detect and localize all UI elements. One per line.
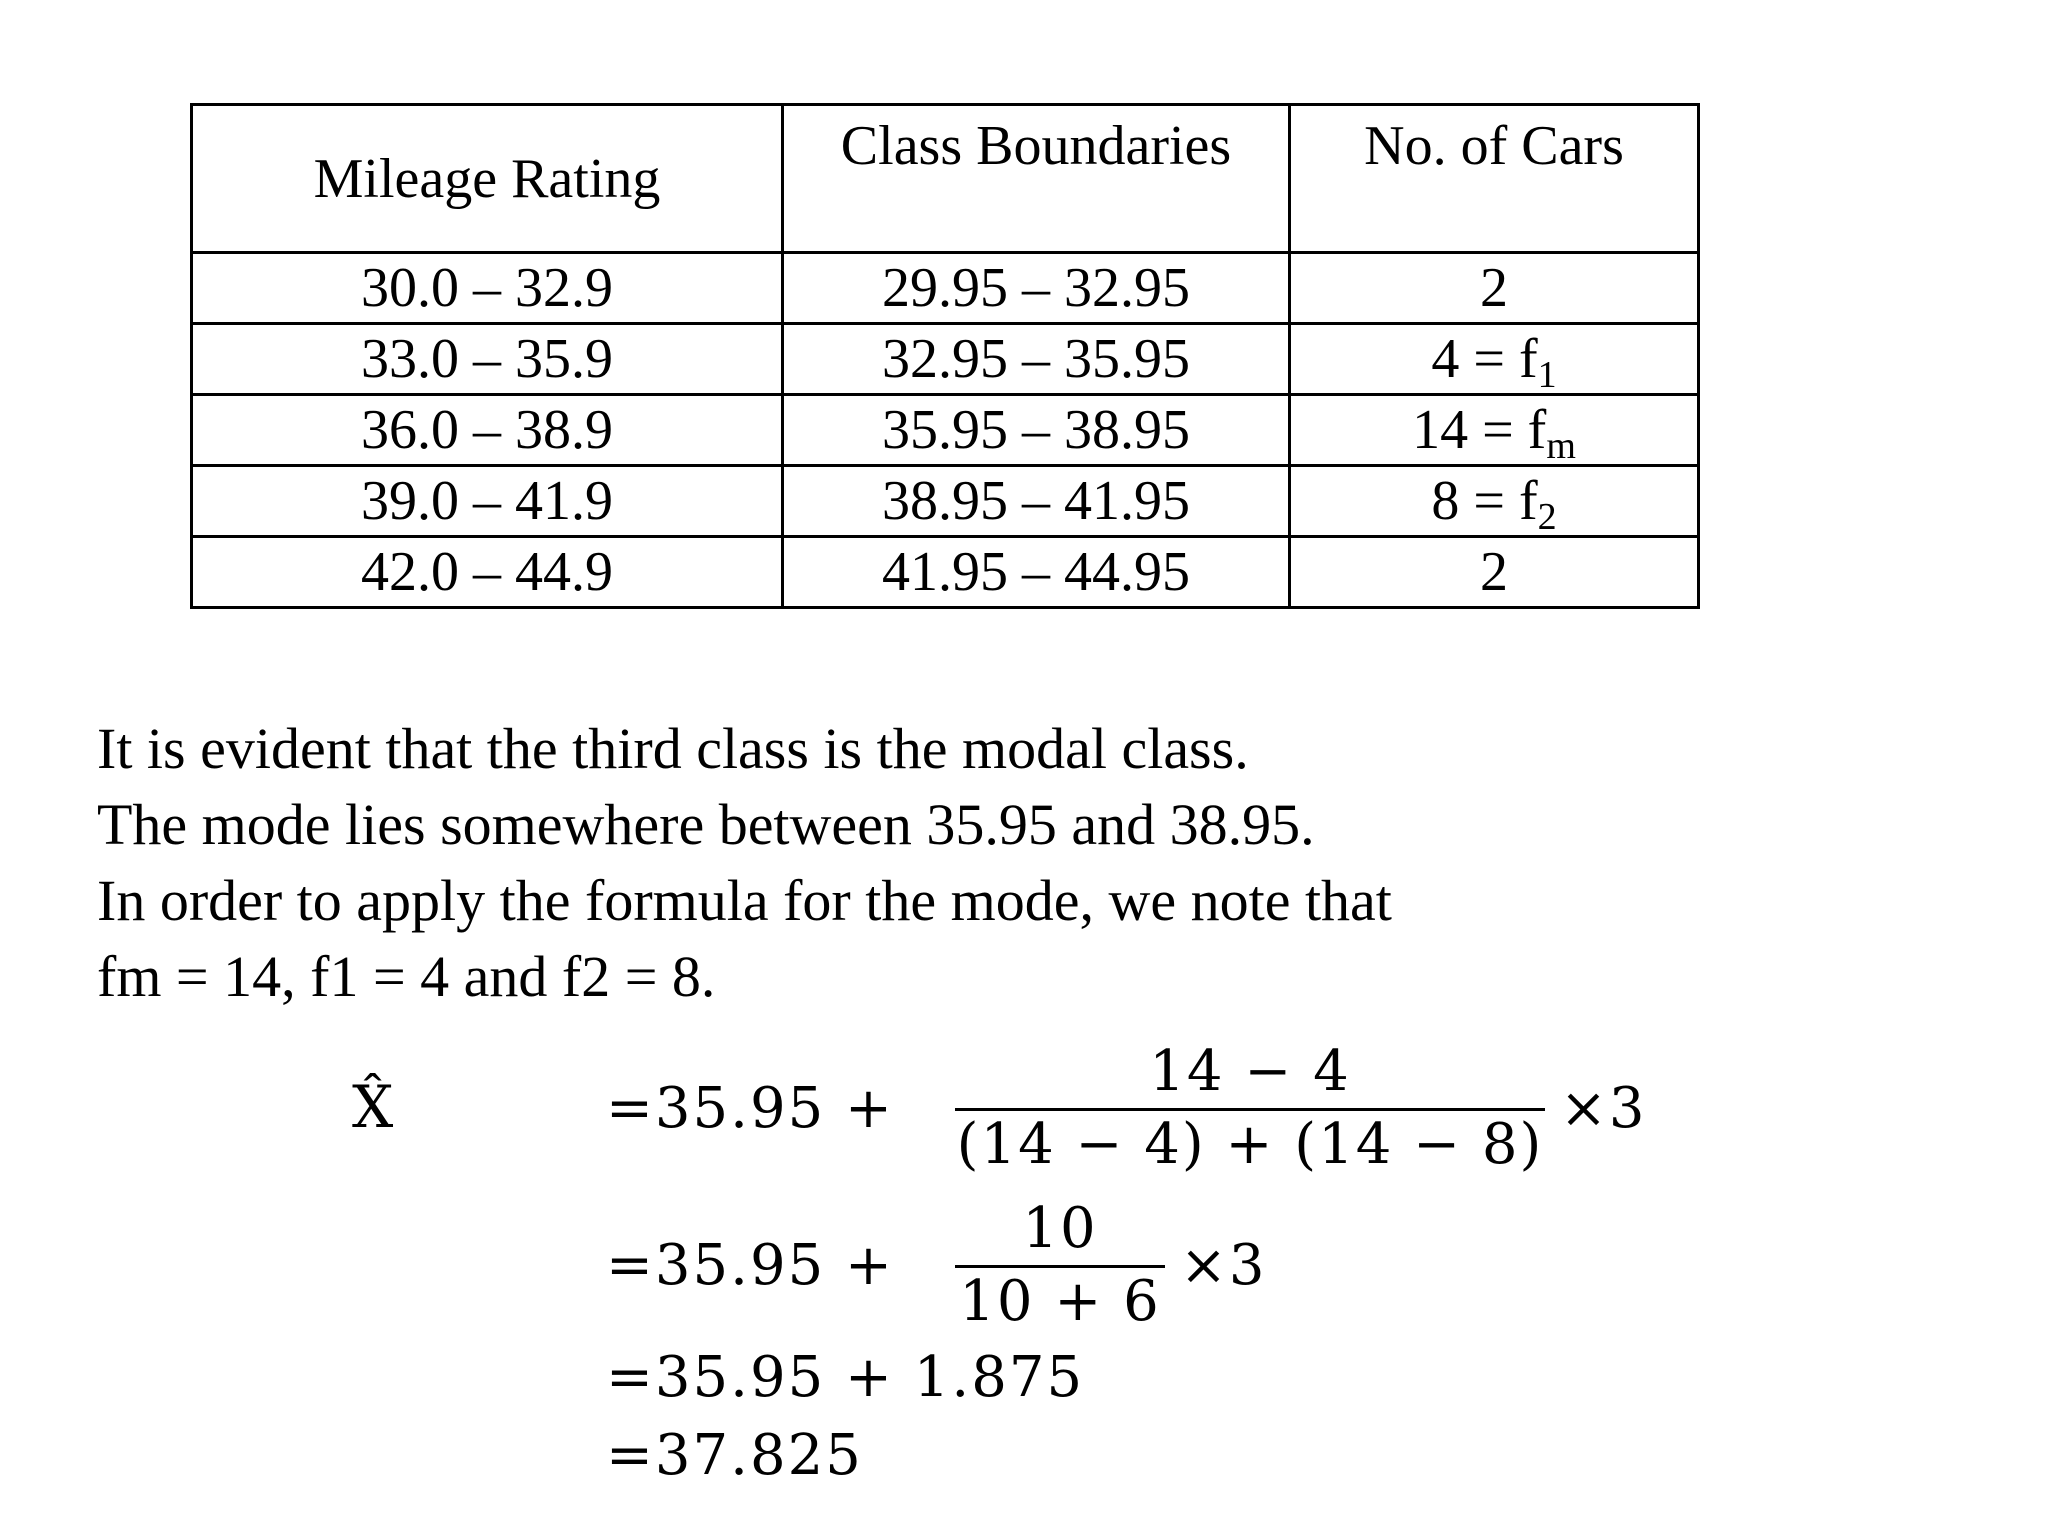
cars-value: 4 = f <box>1431 328 1538 390</box>
fraction-denominator: 10 + 6 <box>959 1269 1161 1334</box>
paragraph-line: It is evident that the third class is the modal class. <box>97 716 1249 781</box>
table-row <box>192 253 1699 324</box>
cars-value: 8 = f <box>1431 470 1538 532</box>
paragraph-line: In order to apply the formula for the mode, we note that <box>97 868 1392 933</box>
table-row <box>192 537 1699 608</box>
cars-subscript: 1 <box>1537 354 1557 396</box>
class-boundaries-cell: 41.95 – 44.95 <box>783 537 1290 608</box>
class-boundaries-cell: 38.95 – 41.95 <box>783 466 1290 537</box>
formula-line4: =37.825 <box>606 1423 863 1488</box>
no-of-cars-cell <box>1290 466 1699 537</box>
table-row <box>192 466 1699 537</box>
mode-symbol: X̂ <box>352 1073 394 1141</box>
formula-line1-fraction <box>955 1039 1545 1177</box>
formula-line2-lead: =35.95 + <box>606 1233 894 1298</box>
class-boundaries-cell: 32.95 – 35.95 <box>783 324 1290 395</box>
formula-line2-fraction <box>955 1196 1165 1334</box>
formula-line1-tail: ×3 <box>1560 1076 1647 1141</box>
mileage-rating-cell: 39.0 – 41.9 <box>192 466 783 537</box>
header-mileage-rating: Mileage Rating <box>192 105 783 253</box>
mileage-rating-cell: 42.0 – 44.9 <box>192 537 783 608</box>
header-no-of-cars: No. of Cars <box>1290 105 1699 253</box>
class-boundaries-cell: 29.95 – 32.95 <box>783 253 1290 324</box>
no-of-cars-cell <box>1290 537 1699 608</box>
table-header-row <box>192 105 1699 253</box>
header-class-boundaries: Class Boundaries <box>783 105 1290 253</box>
paragraph-line: The mode lies somewhere between 35.95 and 38.95. <box>97 792 1315 857</box>
paragraph-line: fm = 14, f1 = 4 and f2 = 8. <box>97 944 716 1009</box>
formula-line2-tail: ×3 <box>1180 1233 1267 1298</box>
cars-value: 14 = f <box>1412 399 1547 461</box>
cars-subscript: m <box>1546 425 1576 467</box>
mileage-rating-cell: 33.0 – 35.9 <box>192 324 783 395</box>
cars-value: 2 <box>1480 257 1508 319</box>
mileage-rating-cell: 36.0 – 38.9 <box>192 395 783 466</box>
formula-line3: =35.95 + 1.875 <box>606 1345 1085 1410</box>
cars-value: 2 <box>1480 541 1508 603</box>
frequency-table <box>190 103 1700 609</box>
no-of-cars-cell <box>1290 253 1699 324</box>
cars-subscript: 2 <box>1537 496 1557 538</box>
mileage-rating-cell: 30.0 – 32.9 <box>192 253 783 324</box>
explanation-paragraph <box>97 711 1392 1015</box>
table-row <box>192 395 1699 466</box>
table-row <box>192 324 1699 395</box>
no-of-cars-cell <box>1290 395 1699 466</box>
formula-line1-lead: =35.95 + <box>606 1076 894 1141</box>
no-of-cars-cell <box>1290 324 1699 395</box>
class-boundaries-cell: 35.95 – 38.95 <box>783 395 1290 466</box>
fraction-numerator: 14 − 4 <box>1149 1039 1351 1104</box>
fraction-numerator: 10 <box>1022 1196 1098 1261</box>
fraction-denominator: (14 − 4) + (14 − 8) <box>956 1112 1544 1177</box>
